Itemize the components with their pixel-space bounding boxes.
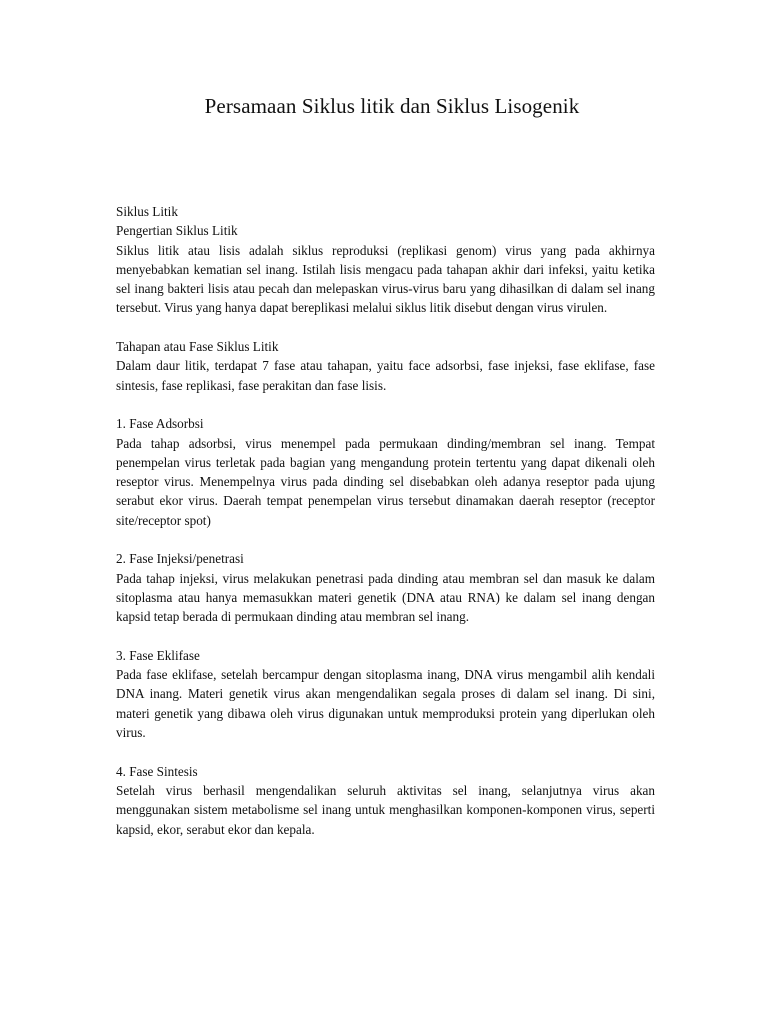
paragraph-gap: [116, 318, 655, 337]
section-subheading: Pengertian Siklus Litik: [116, 223, 238, 239]
section-heading: 1. Fase Adsorbsi: [116, 416, 204, 432]
section-paragraph: Pada tahap adsorbsi, virus menempel pada permukaan dinding/membran sel inang. Tempat penempelan virus terletak pada bagian yang mengandung protein tertentu yang dapat dikenali oleh reseptor virus. Menempelnya virus pada dinding sel disebabkan oleh adanya reseptor pada ujung serabut ekor virus. Daerah tempat penempelan virus tersebut dinamakan daerah reseptor (receptor site/receptor spot): [116, 435, 655, 528]
section-paragraph: Siklus litik atau lisis adalah siklus reproduksi (replikasi genom) virus yang pada akhirnya menyebabkan kematian sel inang. Istilah lisis mengacu pada tahapan akhir dari infeksi, yaitu ketika sel inang bakteri lisis atau pecah dan melepaskan virus-virus baru yang dihasilkan di dalam sel inang tersebut. Virus yang hanya dapat bereplikasi melalui siklus litik disebut dengan virus virulen.: [116, 242, 655, 316]
section-fase-injeksi: [116, 549, 655, 626]
section-tahapan: [116, 337, 655, 395]
section-heading: Tahapan atau Fase Siklus Litik: [116, 339, 279, 355]
section-heading: 2. Fase Injeksi/penetrasi: [116, 551, 244, 567]
section-paragraph: Pada tahap injeksi, virus melakukan penetrasi pada dinding atau membran sel dan masuk ke dalam sitoplasma atau hanya memasukkan materi genetik (DNA atau RNA) ke dalam sel inang dengan kapsid tetap berada di permukaan dinding atau membran sel inang.: [116, 570, 655, 625]
document-title: Persamaan Siklus litik dan Siklus Lisogenik: [204, 94, 580, 118]
section-fase-adsorbsi: [116, 414, 655, 530]
paragraph-gap: [116, 530, 655, 549]
paragraph-gap: [116, 742, 655, 761]
section-heading: 4. Fase Sintesis: [116, 763, 198, 779]
paragraph-gap: [116, 395, 655, 414]
section-paragraph: Pada fase eklifase, setelah bercampur dengan sitoplasma inang, DNA virus mengambil alih kendali DNA inang. Materi genetik virus akan mengendalikan segala proses di dalam sel inang. Di sini, materi genetik yang dibawa oleh virus digunakan untuk memproduksi protein yang diperlukan oleh virus.: [116, 667, 655, 741]
paragraph-gap: [116, 627, 655, 646]
section-paragraph: Setelah virus berhasil mengendalikan seluruh aktivitas sel inang, selanjutnya virus akan menggunakan sistem metabolisme sel inang untuk menghasilkan komponen-komponen virus, seperti kapsid, ekor, serabut ekor dan kepala.: [116, 782, 655, 837]
document-body: [116, 202, 655, 839]
section-fase-eklifase: [116, 646, 655, 742]
section-siklus-litik: [116, 202, 655, 318]
section-heading: Siklus Litik: [116, 204, 178, 219]
section-fase-sintesis: [116, 762, 655, 839]
section-paragraph: Dalam daur litik, terdapat 7 fase atau tahapan, yaitu face adsorbsi, fase injeksi, fase eklifase, fase sintesis, fase replikasi, fase perakitan dan fase lisis.: [116, 358, 655, 393]
section-heading: 3. Fase Eklifase: [116, 647, 200, 663]
